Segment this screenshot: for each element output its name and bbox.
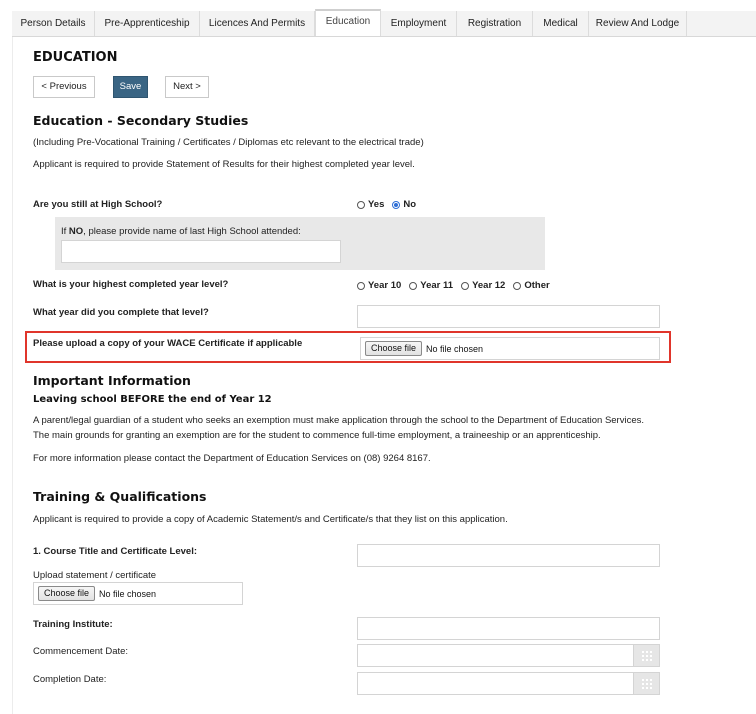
wace-file-input [360, 337, 660, 360]
tab-pre-apprenticeship[interactable]: Pre-Apprenticeship [95, 11, 200, 36]
last-school-label: If NO, please provide name of last High School attended: [61, 226, 301, 237]
important-para-1: A parent/legal guardian of a student who seeks an exemption must make application through the school to the Department of Education Services. [33, 415, 645, 426]
radio-year-11-label: Year 11 [420, 280, 454, 291]
still-at-school-radio-group [357, 199, 424, 210]
certificate-choose-file-button[interactable]: Choose file [38, 586, 95, 601]
leaving-school-subheading: Leaving school BEFORE the end of Year 12 [33, 394, 272, 405]
radio-year-12-label: Year 12 [472, 280, 506, 291]
radio-year-11[interactable] [409, 282, 417, 290]
radio-other[interactable] [513, 282, 521, 290]
commencement-calendar-button[interactable] [634, 644, 660, 667]
tab-employment[interactable]: Employment [381, 11, 457, 36]
tab-bar [12, 11, 756, 37]
year-level-12-option[interactable] [461, 280, 505, 291]
upload-certificate-label: Upload statement / certificate [33, 570, 157, 581]
commencement-date-input[interactable] [357, 644, 634, 667]
secondary-note-including: (Including Pre-Vocational Training / Certificates / Diplomas etc relevant to the electrical trade) [33, 137, 424, 148]
save-button[interactable]: Save [113, 76, 148, 98]
radio-yes[interactable] [357, 201, 365, 209]
still-at-school-label: Are you still at High School? [33, 199, 163, 210]
radio-no[interactable] [392, 201, 400, 209]
tab-medical[interactable]: Medical [533, 11, 589, 36]
year-level-10-option[interactable] [357, 280, 401, 291]
radio-year-10[interactable] [357, 282, 365, 290]
year-completed-input[interactable] [357, 305, 660, 328]
radio-other-label: Other [524, 280, 550, 291]
year-level-other-option[interactable] [513, 280, 549, 291]
completion-calendar-button[interactable] [634, 672, 660, 695]
calendar-icon [642, 651, 652, 661]
year-level-label: What is your highest completed year level? [33, 279, 229, 290]
wace-choose-file-button[interactable]: Choose file [365, 341, 422, 356]
previous-button[interactable]: < Previous [33, 76, 95, 98]
commencement-date-label: Commencement Date: [33, 646, 129, 657]
radio-year-12[interactable] [461, 282, 469, 290]
course-title-label: 1. Course Title and Certificate Level: [33, 546, 198, 557]
tab-person-details[interactable]: Person Details [12, 11, 95, 36]
radio-year-10-label: Year 10 [368, 280, 402, 291]
training-institute-label: Training Institute: [33, 619, 113, 630]
training-note: Applicant is required to provide a copy of Academic Statement/s and Certificate/s that they list on this application. [33, 514, 508, 525]
still-at-school-yes-option[interactable] [357, 199, 384, 210]
still-at-school-no-option[interactable] [392, 199, 416, 210]
secondary-note-results: Applicant is required to provide Statement of Results for their highest completed year level. [33, 159, 415, 170]
page-title: EDUCATION [33, 50, 118, 65]
year-level-11-option[interactable] [409, 280, 453, 291]
tab-education[interactable]: Education [315, 9, 381, 36]
tab-registration[interactable]: Registration [457, 11, 533, 36]
training-heading: Training & Qualifications [33, 489, 207, 504]
certificate-file-input [33, 582, 243, 605]
wace-upload-label: Please upload a copy of your WACE Certificate if applicable [33, 338, 303, 349]
important-para-2: The main grounds for granting an exemption are for the student to commence full-time employment, a traineeship or an apprenticeship. [33, 430, 601, 441]
course-title-input[interactable] [357, 544, 660, 567]
next-button[interactable]: Next > [165, 76, 209, 98]
training-institute-input[interactable] [357, 617, 660, 640]
completion-date-label: Completion Date: [33, 674, 107, 685]
tab-licences-and-permits[interactable]: Licences And Permits [200, 11, 315, 36]
wace-file-status: No file chosen [426, 343, 484, 354]
last-school-label-no: NO [68, 226, 84, 237]
important-para-3: For more information please contact the Department of Education Services on (08) 9264 8167. [33, 453, 431, 464]
year-level-radio-group [357, 280, 558, 291]
last-school-input[interactable] [61, 240, 341, 263]
calendar-icon [642, 679, 652, 689]
secondary-studies-heading: Education - Secondary Studies [33, 113, 249, 128]
year-completed-label: What year did you complete that level? [33, 307, 209, 318]
tab-review-and-lodge[interactable]: Review And Lodge [589, 11, 687, 36]
certificate-file-status: No file chosen [99, 588, 157, 599]
radio-no-label: No [403, 199, 417, 210]
radio-yes-label: Yes [368, 199, 385, 210]
important-info-heading: Important Information [33, 373, 191, 388]
completion-date-input[interactable] [357, 672, 634, 695]
